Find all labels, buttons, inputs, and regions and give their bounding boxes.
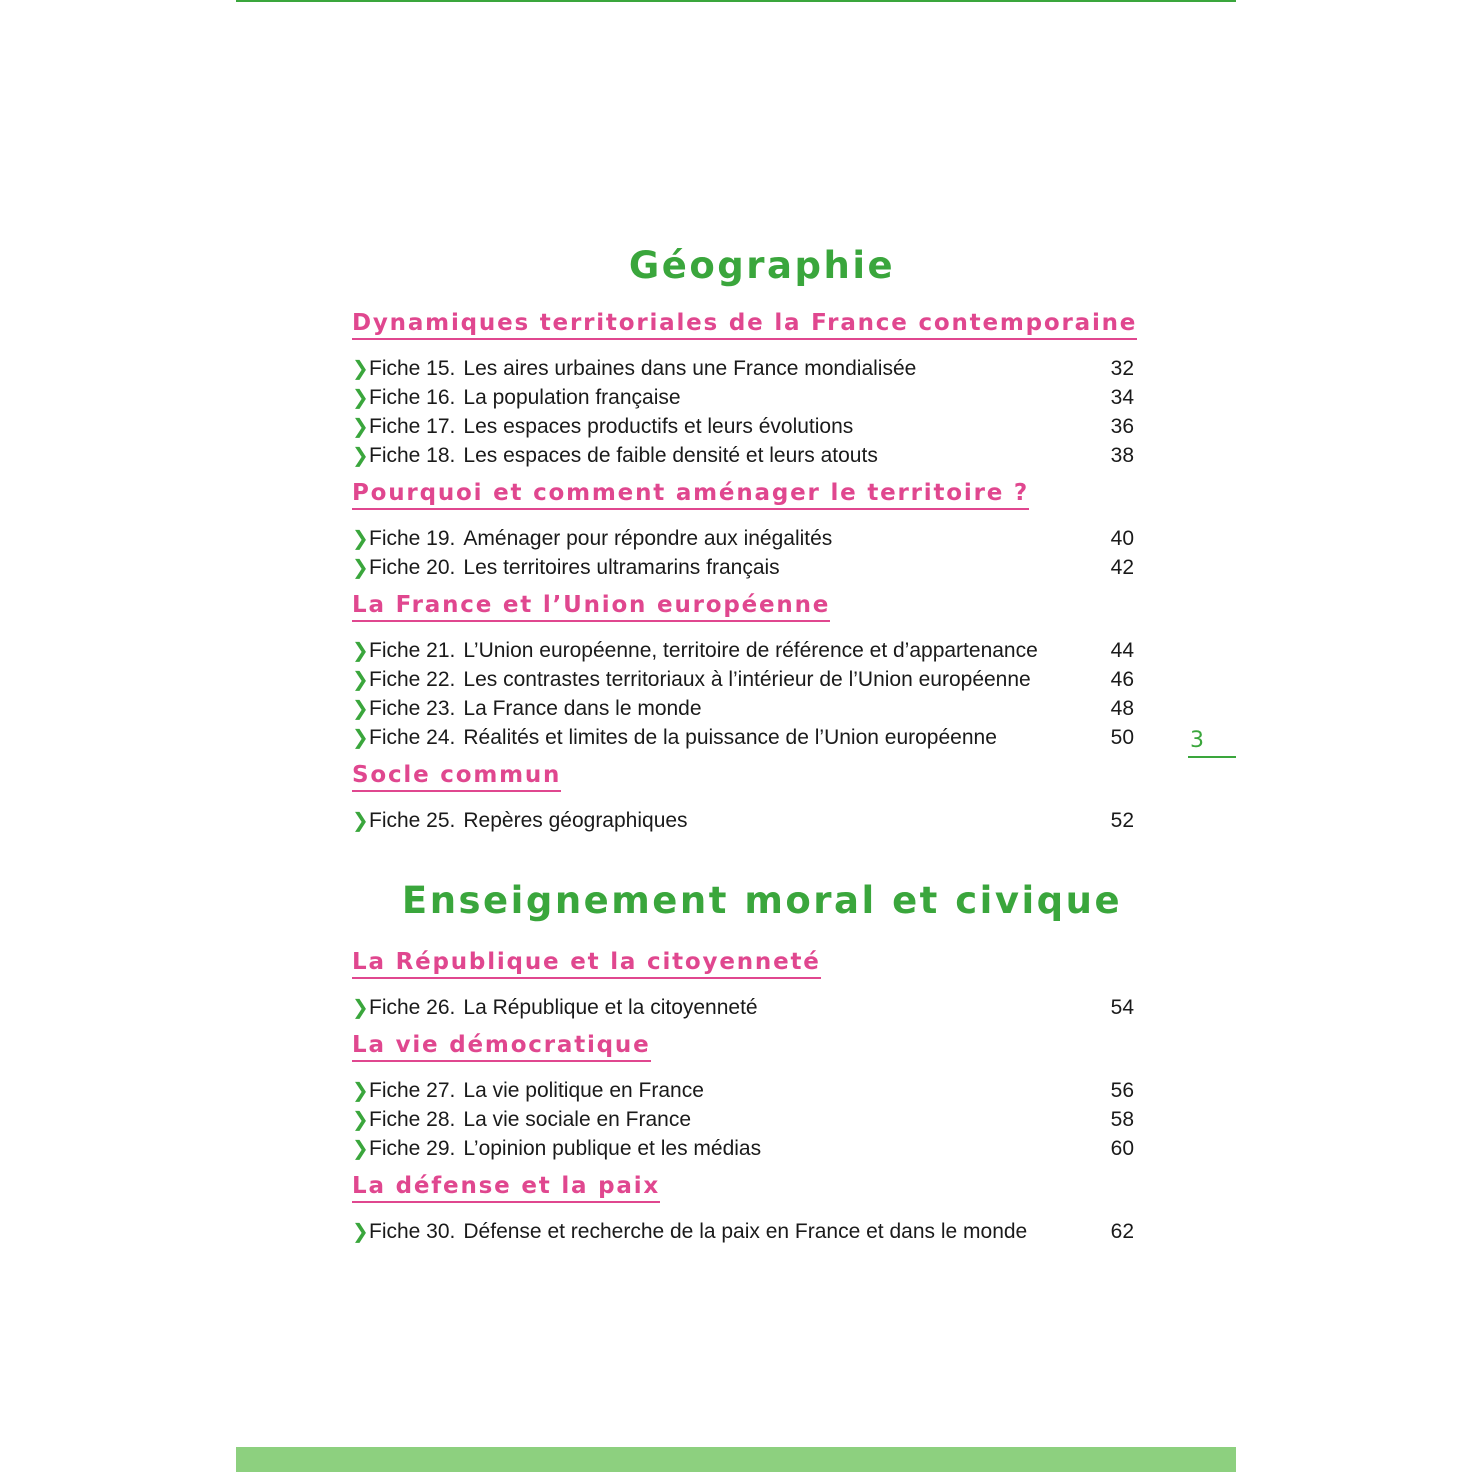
entry-title: Les aires urbaines dans une France mondialisée xyxy=(463,357,917,380)
chevron-right-icon: ❯ xyxy=(352,414,369,438)
entry-title: La vie politique en France xyxy=(463,1079,704,1102)
subsection xyxy=(352,1024,1142,1163)
entry-page-number: 34 xyxy=(1110,386,1134,409)
subsection-title: Dynamiques territoriales de la France contemporaine xyxy=(352,308,1137,340)
chevron-right-icon: ❯ xyxy=(352,356,369,380)
top-rule xyxy=(236,0,1236,2)
fiche-label: Fiche 27. xyxy=(369,1079,456,1102)
entry-title: Aménager pour répondre aux inégalités xyxy=(463,527,833,550)
toc-entry[interactable] xyxy=(352,354,1142,383)
chevron-right-icon: ❯ xyxy=(352,808,369,832)
entry-title: Les espaces de faible densité et leurs atouts xyxy=(463,444,878,467)
entry-title: L’Union européenne, territoire de référence et d’appartenance xyxy=(463,639,1038,662)
fiche-label: Fiche 17. xyxy=(369,415,456,438)
fiche-label: Fiche 18. xyxy=(369,444,456,467)
page-number-rule xyxy=(1188,756,1236,758)
toc-entry[interactable] xyxy=(352,806,1142,835)
toc-entry[interactable] xyxy=(352,553,1142,582)
entry-title: La République et la citoyenneté xyxy=(463,996,758,1019)
page-number: 3 xyxy=(1190,728,1204,753)
entry-page-number: 38 xyxy=(1110,444,1134,467)
fiche-label: Fiche 19. xyxy=(369,527,456,550)
entry-title: Les contrastes territoriaux à l’intérieur de l’Union européenne xyxy=(463,668,1031,691)
entry-page-number: 44 xyxy=(1110,639,1134,662)
chevron-right-icon: ❯ xyxy=(352,1107,369,1131)
chevron-right-icon: ❯ xyxy=(352,1219,369,1243)
entry-page-number: 50 xyxy=(1110,726,1134,749)
toc-entry[interactable] xyxy=(352,441,1142,470)
subsection xyxy=(352,584,1142,752)
entry-list xyxy=(352,636,1142,752)
subsection xyxy=(352,1165,1142,1246)
entry-page-number: 54 xyxy=(1110,996,1134,1019)
toc-entry[interactable] xyxy=(352,1076,1142,1105)
entry-title: Défense et recherche de la paix en France et dans le monde xyxy=(463,1220,1028,1243)
fiche-label: Fiche 15. xyxy=(369,357,456,380)
toc-entry[interactable] xyxy=(352,665,1142,694)
subsection xyxy=(352,754,1142,835)
entry-page-number: 46 xyxy=(1110,668,1134,691)
entry-title: Les territoires ultramarins français xyxy=(463,556,780,579)
subsection-title: La défense et la paix xyxy=(352,1171,660,1203)
chevron-right-icon: ❯ xyxy=(352,1078,369,1102)
fiche-label: Fiche 16. xyxy=(369,386,456,409)
entry-title: Les espaces productifs et leurs évolutions xyxy=(463,415,854,438)
chevron-right-icon: ❯ xyxy=(352,667,369,691)
toc-entry[interactable] xyxy=(352,383,1142,412)
entry-page-number: 52 xyxy=(1110,809,1134,832)
subsection-title: La France et l’Union européenne xyxy=(352,590,830,622)
toc-entry[interactable] xyxy=(352,993,1142,1022)
toc-entry[interactable] xyxy=(352,636,1142,665)
subsection-title: La République et la citoyenneté xyxy=(352,947,821,979)
subsection xyxy=(352,302,1142,470)
entry-page-number: 36 xyxy=(1110,415,1134,438)
subsection xyxy=(352,941,1142,1022)
chevron-right-icon: ❯ xyxy=(352,995,369,1019)
fiche-label: Fiche 30. xyxy=(369,1220,456,1243)
toc-entry[interactable] xyxy=(352,1105,1142,1134)
entry-title: Réalités et limites de la puissance de l’Union européenne xyxy=(463,726,997,749)
entry-page-number: 56 xyxy=(1110,1079,1134,1102)
subsection-title: La vie démocratique xyxy=(352,1030,651,1062)
chevron-right-icon: ❯ xyxy=(352,555,369,579)
section-title: Géographie xyxy=(628,244,896,287)
entry-page-number: 60 xyxy=(1110,1137,1134,1160)
entry-list xyxy=(352,354,1142,470)
fiche-label: Fiche 20. xyxy=(369,556,456,579)
fiche-label: Fiche 25. xyxy=(369,809,456,832)
fiche-label: Fiche 28. xyxy=(369,1108,456,1131)
entry-title: La France dans le monde xyxy=(463,697,702,720)
entry-page-number: 58 xyxy=(1110,1108,1134,1131)
toc-entry[interactable] xyxy=(352,1217,1142,1246)
entry-page-number: 40 xyxy=(1110,527,1134,550)
entry-title: Repères géographiques xyxy=(463,809,688,832)
bottom-band xyxy=(236,1447,1236,1472)
toc-entry[interactable] xyxy=(352,1134,1142,1163)
chevron-right-icon: ❯ xyxy=(352,1136,369,1160)
section-title: Enseignement moral et civique xyxy=(401,879,1123,922)
entry-list xyxy=(352,993,1142,1022)
subsection xyxy=(352,472,1142,582)
chevron-right-icon: ❯ xyxy=(352,638,369,662)
chevron-right-icon: ❯ xyxy=(352,443,369,467)
chevron-right-icon: ❯ xyxy=(352,696,369,720)
toc-entry[interactable] xyxy=(352,412,1142,441)
fiche-label: Fiche 26. xyxy=(369,996,456,1019)
fiche-label: Fiche 24. xyxy=(369,726,456,749)
entry-list xyxy=(352,806,1142,835)
chevron-right-icon: ❯ xyxy=(352,725,369,749)
fiche-label: Fiche 22. xyxy=(369,668,456,691)
fiche-label: Fiche 29. xyxy=(369,1137,456,1160)
fiche-label: Fiche 23. xyxy=(369,697,456,720)
entry-page-number: 48 xyxy=(1110,697,1134,720)
table-of-contents xyxy=(352,236,1142,1248)
toc-entry[interactable] xyxy=(352,694,1142,723)
fiche-label: Fiche 21. xyxy=(369,639,456,662)
subsection-title: Pourquoi et comment aménager le territoire ? xyxy=(352,478,1029,510)
entry-list xyxy=(352,1217,1142,1246)
subsection-title: Socle commun xyxy=(352,760,561,792)
entry-page-number: 42 xyxy=(1110,556,1134,579)
entry-list xyxy=(352,1076,1142,1163)
chevron-right-icon: ❯ xyxy=(352,526,369,550)
chevron-right-icon: ❯ xyxy=(352,385,369,409)
entry-page-number: 32 xyxy=(1110,357,1134,380)
toc-entry[interactable] xyxy=(352,723,1142,752)
toc-sections xyxy=(352,236,1142,1246)
entry-list xyxy=(352,524,1142,582)
entry-page-number: 62 xyxy=(1110,1220,1134,1243)
entry-title: La vie sociale en France xyxy=(463,1108,692,1131)
entry-title: L’opinion publique et les médias xyxy=(463,1137,762,1160)
toc-entry[interactable] xyxy=(352,524,1142,553)
entry-title: La population française xyxy=(463,386,681,409)
